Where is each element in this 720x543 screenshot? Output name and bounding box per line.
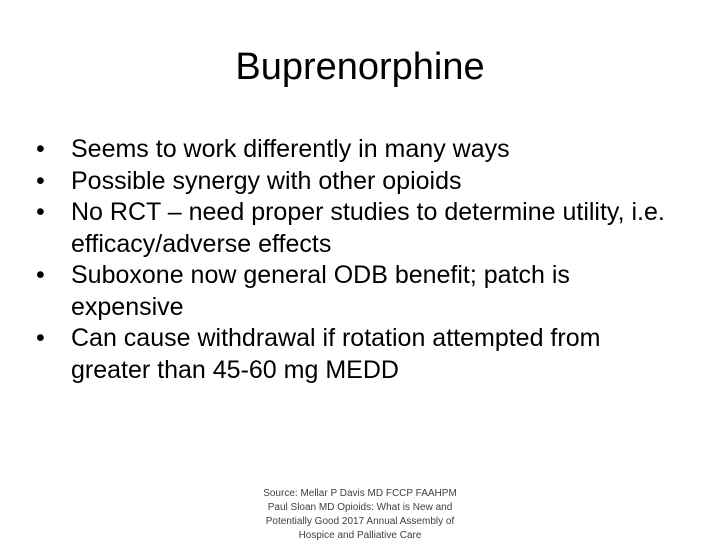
bullet-item: [36, 323, 686, 386]
bullet-item: [36, 197, 686, 260]
slide-title: Buprenorphine: [235, 46, 485, 88]
source-line: Potentially Good 2017 Annual Assembly of: [265, 516, 455, 527]
bullet-text: No RCT – need proper studies to determine utility, i.e. efficacy/adverse effects: [71, 198, 665, 258]
bullet-text: Seems to work differently in many ways: [71, 135, 510, 163]
bullet-dot-icon: •: [36, 198, 45, 226]
source-citation: [240, 487, 480, 543]
bullet-dot-icon: •: [36, 166, 45, 195]
bullet-dot-icon: •: [36, 261, 45, 289]
bullet-item: [36, 260, 686, 323]
bullet-text: Possible synergy with other opioids: [71, 166, 462, 195]
source-line: Source: Mellar P Davis MD FCCP FAAHPM: [263, 488, 457, 499]
bullet-list: [36, 134, 686, 386]
bullet-dot-icon: •: [36, 324, 45, 352]
bullet-text: Suboxone now general ODB benefit; patch is expensive: [71, 261, 570, 321]
bullet-item: [36, 134, 686, 166]
bullet-item: [36, 166, 686, 198]
bullet-dot-icon: •: [36, 135, 45, 163]
source-line: Paul Sloan MD Opioids: What is New and: [267, 502, 453, 513]
source-line: Hospice and Palliative Care: [298, 530, 422, 541]
bullet-text: Can cause withdrawal if rotation attempted from greater than 45-60 mg MEDD: [71, 324, 601, 384]
